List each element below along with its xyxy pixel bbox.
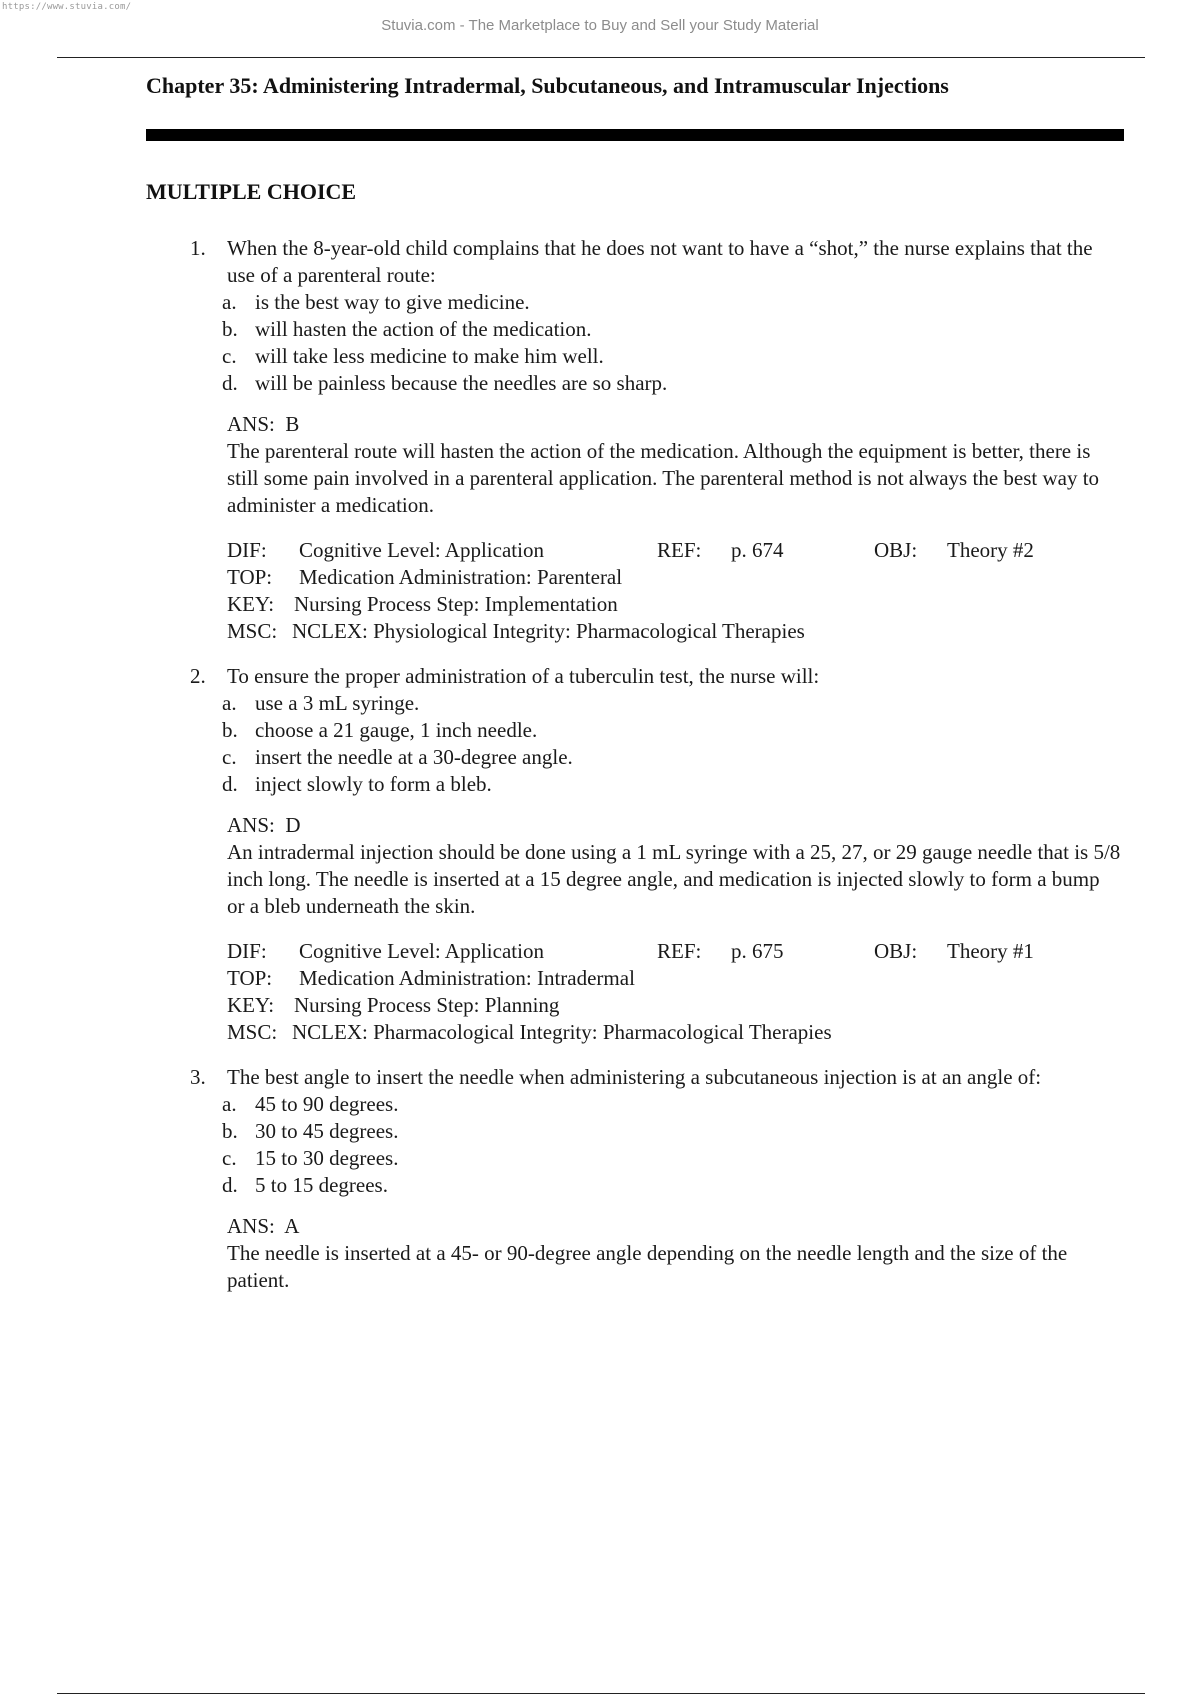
answer-label: ANS: <box>227 813 275 837</box>
msc-label: MSC: <box>227 619 278 643</box>
top-value: Medication Administration: Parenteral <box>299 565 623 589</box>
option-text: inject slowly to form a bleb. <box>255 772 492 796</box>
option-list <box>146 690 1121 798</box>
answer-label: ANS: <box>227 412 275 436</box>
key-label: KEY: <box>227 993 275 1017</box>
obj-value: Theory #2 <box>947 538 1034 562</box>
source-url-stamp: https://www.stuvia.com/ <box>2 2 132 12</box>
answer-line <box>227 1213 1121 1240</box>
option-text: will take less medicine to make him well. <box>255 344 604 368</box>
question-2 <box>146 663 1121 1046</box>
option-text: insert the needle at a 30-degree angle. <box>255 745 573 769</box>
meta-row-msc <box>227 1019 1121 1046</box>
rationale: The needle is inserted at a 45- or 90-degree angle depending on the needle length and the size of the patient. <box>227 1241 1068 1292</box>
option-c <box>146 1145 1121 1172</box>
msc-value: NCLEX: Pharmacological Integrity: Pharmacological Therapies <box>292 1020 832 1044</box>
option-letter: b. <box>222 718 238 742</box>
question-spacer <box>146 1046 1121 1064</box>
option-letter: a. <box>222 691 237 715</box>
question-stem: The best angle to insert the needle when administering a subcutaneous injection is at an angle of: <box>227 1065 1042 1089</box>
option-b <box>146 1118 1121 1145</box>
option-text: is the best way to give medicine. <box>255 290 530 314</box>
meta-row-key <box>227 591 1121 618</box>
top-value: Medication Administration: Intradermal <box>299 966 635 990</box>
answer-line <box>227 812 1121 839</box>
answer-value: A <box>284 1214 300 1238</box>
obj-value: Theory #1 <box>947 939 1034 963</box>
section-heading: MULTIPLE CHOICE <box>146 179 357 204</box>
option-text: 30 to 45 degrees. <box>255 1119 399 1143</box>
option-letter: c. <box>222 1146 237 1170</box>
option-d <box>146 1172 1121 1199</box>
meta-block <box>146 537 1121 645</box>
option-text: 45 to 90 degrees. <box>255 1092 399 1116</box>
msc-value: NCLEX: Physiological Integrity: Pharmacological Therapies <box>292 619 805 643</box>
option-letter: c. <box>222 745 237 769</box>
ref-label: REF: <box>657 939 702 963</box>
option-letter: d. <box>222 371 238 395</box>
answer-block <box>146 812 1121 920</box>
dif-label: DIF: <box>227 538 267 562</box>
key-value: Nursing Process Step: Implementation <box>294 592 618 616</box>
dif-value: Cognitive Level: Application <box>299 939 544 963</box>
header-divider <box>57 57 1145 58</box>
option-letter: b. <box>222 317 238 341</box>
answer-label: ANS: <box>227 1214 275 1238</box>
option-d <box>146 370 1121 397</box>
option-letter: b. <box>222 1119 238 1143</box>
option-letter: d. <box>222 1173 238 1197</box>
ref-value: p. 675 <box>731 939 784 963</box>
option-d <box>146 771 1121 798</box>
dif-label: DIF: <box>227 939 267 963</box>
option-text: 5 to 15 degrees. <box>255 1173 388 1197</box>
meta-row-msc <box>227 618 1121 645</box>
option-text: will hasten the action of the medication. <box>255 317 592 341</box>
option-text: use a 3 mL syringe. <box>255 691 420 715</box>
answer-block <box>146 1213 1121 1294</box>
option-b <box>146 316 1121 343</box>
rationale: The parenteral route will hasten the action of the medication. Although the equipment is better, there is still some pain involved in a parenteral application. The parenteral method is not always the best way to administer a medication. <box>227 439 1100 517</box>
obj-label: OBJ: <box>874 939 918 963</box>
meta-block <box>146 938 1121 1046</box>
question-1 <box>146 235 1121 645</box>
question-spacer <box>146 645 1121 663</box>
answer-value: D <box>285 813 301 837</box>
dif-value: Cognitive Level: Application <box>299 538 544 562</box>
question-number: 1. <box>190 236 206 260</box>
title-underline-bar <box>146 129 1124 141</box>
option-letter: c. <box>222 344 237 368</box>
option-list <box>146 289 1121 397</box>
question-list <box>146 235 1121 1294</box>
key-value: Nursing Process Step: Planning <box>294 993 560 1017</box>
question-stem: When the 8-year-old child complains that he does not want to have a “shot,” the nurse explains that the use of a parenteral route: <box>227 236 1093 287</box>
ref-value: p. 674 <box>731 538 784 562</box>
msc-label: MSC: <box>227 1020 278 1044</box>
meta-row-dif <box>227 537 1121 564</box>
rationale: An intradermal injection should be done using a 1 mL syringe with a 25, 27, or 29 gauge needle that is 5/8 inch long. The needle is inserted at a 15 degree angle, and medication is injected slowly to form a bump or a bleb underneath the skin. <box>227 840 1121 918</box>
question-number: 2. <box>190 664 206 688</box>
option-text: 15 to 30 degrees. <box>255 1146 399 1170</box>
key-label: KEY: <box>227 592 275 616</box>
option-letter: a. <box>222 1092 237 1116</box>
top-label: TOP: <box>227 966 273 990</box>
meta-row-top <box>227 564 1121 591</box>
answer-value: B <box>285 412 300 436</box>
option-text: choose a 21 gauge, 1 inch needle. <box>255 718 538 742</box>
answer-block <box>146 411 1121 519</box>
option-b <box>146 717 1121 744</box>
option-letter: d. <box>222 772 238 796</box>
option-a <box>146 1091 1121 1118</box>
question-3 <box>146 1064 1121 1294</box>
meta-row-top <box>227 965 1121 992</box>
option-a <box>146 289 1121 316</box>
meta-row-dif <box>227 938 1121 965</box>
option-list <box>146 1091 1121 1199</box>
question-number: 3. <box>190 1065 206 1089</box>
site-header: Stuvia.com - The Marketplace to Buy and Sell your Study Material <box>381 17 819 34</box>
top-label: TOP: <box>227 565 273 589</box>
option-c <box>146 343 1121 370</box>
option-text: will be painless because the needles are so sharp. <box>255 371 668 395</box>
option-a <box>146 690 1121 717</box>
obj-label: OBJ: <box>874 538 918 562</box>
meta-row-key <box>227 992 1121 1019</box>
ref-label: REF: <box>657 538 702 562</box>
answer-line <box>227 411 1121 438</box>
option-letter: a. <box>222 290 237 314</box>
question-stem: To ensure the proper administration of a tuberculin test, the nurse will: <box>227 664 820 688</box>
footer-divider <box>57 1693 1145 1694</box>
option-c <box>146 744 1121 771</box>
chapter-title: Chapter 35: Administering Intradermal, Subcutaneous, and Intramuscular Injections <box>146 73 949 98</box>
